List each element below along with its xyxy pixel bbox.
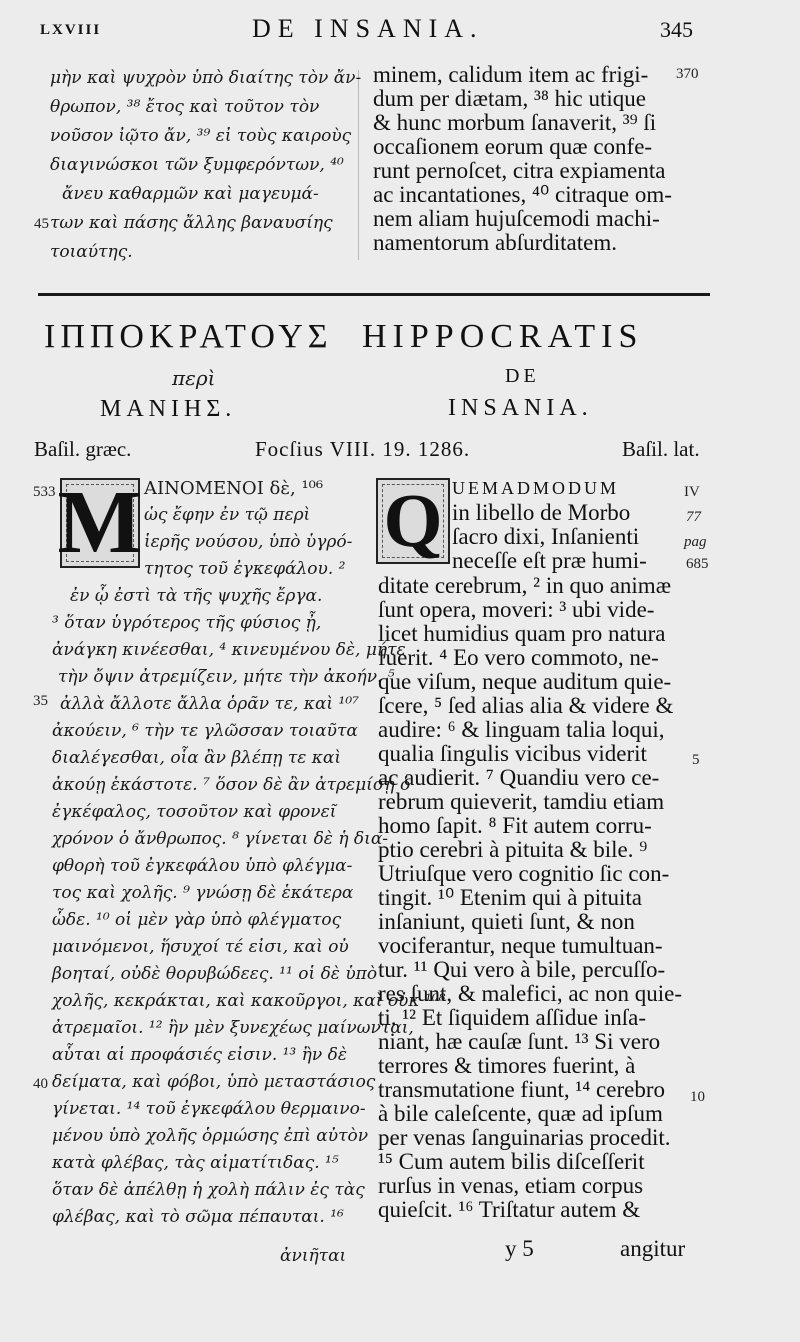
latin-continuation [373, 62, 693, 272]
greek-line: νοῦσον ἰῷτο ἄν, ³⁹ εἰ τοὺς καιροὺς [50, 126, 352, 146]
greek-line: θρωπον, ³⁸ ἔτος καὶ τοῦτον τὸν [50, 97, 320, 117]
greek-title: ΙΠΠΟΚΡΑΤΟΥΣ [44, 318, 333, 355]
latin-line: ſacro dixi, Inſanienti [452, 524, 640, 549]
greek-line: ἀτρεμαῖοι. ¹² ἢν μὲν ξυνεχέως μαίνωνται, [52, 1018, 414, 1038]
latin-line: transmutatione fiunt, ¹⁴ cerebro [378, 1077, 665, 1102]
latin-line: res ſunt, & malefici, ac non quie- [378, 981, 683, 1006]
greek-line: χολῆς, κεκράκται, καὶ κακοῦργοι, καὶ οὐκ ¹⁰⁸ [52, 991, 446, 1011]
latin-margin-iv: IV [684, 484, 700, 500]
greek-line: ἀνάγκη κινέεσθαι, ⁴ κινευμένου δὲ, μήτε [52, 640, 406, 660]
greek-line: χρόνον ὁ ἄνθρωπος. ⁸ γίνεται δὲ ἡ δια- [52, 829, 389, 849]
running-title: DE INSANIA. [252, 14, 484, 43]
latin-line: tur. ¹¹ Qui vero à bile, percuſſo- [378, 957, 666, 982]
latin-line: ti. ¹² Et ſiquidem aſſidue inſa- [378, 1005, 647, 1030]
greek-line: ὡς ἔφην ἐν τῷ περὶ [144, 505, 311, 525]
greek-catchword: ἀνιῆται [280, 1246, 347, 1266]
latin-line: ac audierit. ⁷ Quandiu vero ce- [378, 765, 660, 790]
greek-line: μένου ὑπὸ χολῆς ὁρμώσης ἐπὶ αὐτὸν [52, 1126, 369, 1146]
greek-line: ἀλλὰ ἄλλοτε ἄλλα ὁρᾶν τε, καὶ ¹⁰⁷ [60, 694, 359, 714]
latin-margin-10: 10 [690, 1089, 705, 1105]
latin-line: UEMADMODUM [452, 478, 620, 498]
latin-line: occaſionem eorum quæ confe- [373, 134, 653, 159]
latin-line: terrores & timores fuerint, à [378, 1053, 636, 1078]
greek-line: βοηταί, οὐδὲ θορυβώδεες. ¹¹ οἱ δὲ ὑπὸ [52, 964, 378, 984]
latin-line: ptio cerebri à pituita & bile. ⁹ [378, 837, 648, 862]
greek-margin-533: 533 [33, 484, 56, 500]
greek-line: τος καὶ χολῆς. ⁹ γνώσῃ δὲ ἑκάτερα [52, 883, 354, 903]
column-separator [358, 70, 359, 260]
greek-line: ΑΙΝΟΜΕΝΟΙ δὲ, ¹⁰⁶ [144, 478, 324, 499]
greek-line: αὗται αἱ προφάσιές εἰσιν. ¹³ ἢν δὲ [52, 1045, 347, 1065]
latin-line: nem aliam hujuſcemodi machi- [373, 206, 660, 231]
latin-line: que viſum, neque auditum quie- [378, 669, 672, 694]
latin-de: DE [505, 365, 540, 387]
latin-catchword: angitur [620, 1236, 686, 1261]
greek-line: γίνεται. ¹⁴ τοῦ ἐγκεφάλου θερμαινο- [52, 1099, 366, 1119]
latin-margin-5: 5 [692, 752, 700, 768]
latin-line: niant, hæ cauſæ ſunt. ¹³ Si vero [378, 1029, 661, 1054]
greek-continuation [50, 68, 362, 278]
latin-line: neceſſe eſt præ humi- [452, 548, 647, 573]
section-rule [38, 293, 710, 296]
greek-margin-40: 40 [33, 1076, 48, 1092]
latin-text [370, 478, 685, 1248]
latin-title: HIPPOCRATIS [362, 318, 644, 355]
greek-line: ³ ὅταν ὑγρότερος τῆς φύσιος ᾖ, [52, 613, 322, 633]
latin-margin-685: 685 [686, 556, 709, 572]
greek-line: φλέβας, καὶ τὸ σῶμα πέπαυται. ¹⁶ [52, 1207, 344, 1227]
greek-line: ἄνευ καθαρμῶν καὶ μαγευμά- [62, 184, 319, 204]
greek-subject: ΜΑΝΙΗΣ. [100, 396, 237, 422]
latin-line: rurſus in venas, etiam corpus [378, 1173, 644, 1198]
latin-line: ¹⁵ Cum autem bilis diſceſſerit [378, 1149, 645, 1174]
greek-margin-35: 35 [33, 693, 48, 709]
greek-line: ὅταν δὲ ἀπέλθῃ ἡ χολὴ πάλιν ἐς τὰς [52, 1180, 365, 1200]
latin-line: quieſcit. ¹⁶ Triſtatur autem & [378, 1197, 641, 1222]
ref-basil-lat: Baſil. lat. [622, 437, 700, 461]
greek-line: διαλέγεσθαι, οἷα ἂν βλέπῃ τε καὶ [52, 748, 342, 768]
latin-line: qualia ſingulis vicibus viderit [378, 741, 647, 766]
signature-mark: y 5 [505, 1236, 534, 1261]
greek-line: μαινόμενοι, ἥσυχοί τέ εἰσι, καὶ οὐ [52, 937, 349, 957]
latin-line: ſunt opera, moveri: ³ ubi vide- [378, 597, 655, 622]
latin-line: Utriuſque vero cognitio ſic con- [378, 861, 670, 886]
latin-line: ac incantationes, ⁴⁰ citraque om- [373, 182, 672, 207]
latin-line: homo ſapit. ⁸ Fit autem corru- [378, 813, 652, 838]
latin-line: licet humidius quam pro natura [378, 621, 666, 646]
greek-dropcap: M [57, 473, 143, 572]
latin-line: namentorum abſurditatem. [373, 230, 617, 255]
latin-line: vociferantur, neque tumultuan- [378, 933, 663, 958]
greek-line: μὴν καὶ ψυχρὸν ὑπὸ διαίτης τὸν ἄν- [50, 68, 362, 88]
latin-line: audire: ⁶ & linguam talia loqui, [378, 717, 665, 742]
latin-line: per venas ſanguinarias procedit. [378, 1125, 671, 1150]
greek-line: ἀκούειν, ⁶ τὴν τε γλῶσσαν τοιαῦτα [52, 721, 358, 741]
latin-line: tingit. ¹⁰ Etenim qui à pituita [378, 885, 642, 910]
latin-line: ditate cerebrum, ² in quo animæ [378, 573, 672, 598]
latin-line-number: 370 [676, 66, 699, 82]
greek-line: των καὶ πάσης ἄλλης βαναυσίης [50, 213, 333, 233]
greek-line: ὧδε. ¹⁰ οἱ μὲν γὰρ ὑπὸ φλέγματος [52, 910, 342, 930]
page-number: 345 [660, 17, 693, 42]
greek-line: τὴν ὄψιν ἀτρεμίζειν, μήτε τὴν ἀκοήν. ⁵ [58, 667, 395, 687]
latin-line: rebrum quieverit, tamdiu etiam [378, 789, 665, 814]
latin-line: à bile caleſcente, quæ ad ipſum [378, 1101, 663, 1126]
ref-basil-graec: Baſil. græc. [34, 437, 132, 461]
latin-line: fuerit. ⁴ Eo vero commoto, ne- [378, 645, 659, 670]
latin-margin-pag: pag [684, 534, 707, 550]
greek-line: διαγινώσκοι τῶν ξυμφερόντων, ⁴⁰ [50, 155, 344, 175]
latin-line: inſaniunt, quieti ſunt, & non [378, 909, 635, 934]
greek-line: ἱερῆς νούσου, ὑπὸ ὑγρό- [144, 532, 353, 552]
greek-line: τητος τοῦ ἐγκεφάλου. ² [144, 559, 346, 579]
latin-line: & hunc morbum ſanaverit, ³⁹ ſi [373, 110, 657, 135]
greek-line: κατὰ φλέβας, τὰς αἱματίτιδας. ¹⁵ [52, 1153, 339, 1173]
greek-line: δείματα, καὶ φόβοι, ὑπὸ μεταστάσιος [52, 1072, 376, 1092]
greek-text [48, 473, 446, 1238]
latin-dropcap: Q [376, 478, 450, 564]
latin-margin-77: 77 [686, 509, 701, 525]
latin-subject: INSANIA. [448, 395, 593, 421]
chapter-number: LXVIII [40, 22, 102, 38]
greek-line: φθορὴ τοῦ ἐγκεφάλου ὑπὸ φλέγμα- [52, 856, 353, 876]
greek-line: ἐν ᾧ ἐστὶ τὰ τῆς ψυχῆς ἔργα. [70, 586, 323, 606]
greek-peri: περὶ [172, 366, 216, 390]
greek-line-number: 45 [34, 216, 49, 232]
latin-line: runt pernoſcet, citra expiamenta [373, 158, 666, 183]
latin-line: minem, calidum item ac frigi- [373, 62, 649, 87]
greek-line: τοιαύτης. [50, 242, 133, 262]
latin-line: dum per diætam, ³⁸ hic utique [373, 86, 646, 111]
ref-foesius: Focſius VIII. 19. 1286. [255, 437, 471, 461]
latin-line: ſcere, ⁵ ſed alias alia & videre & [378, 693, 674, 718]
greek-line: ἀκούῃ ἑκάστοτε. ⁷ ὅσον δὲ ἂν ἀτρεμίσῃ ὁ [52, 775, 411, 795]
latin-line: in libello de Morbo [452, 500, 631, 525]
greek-line: ἐγκέφαλος, τοσοῦτον καὶ φρονεῖ [52, 802, 337, 822]
